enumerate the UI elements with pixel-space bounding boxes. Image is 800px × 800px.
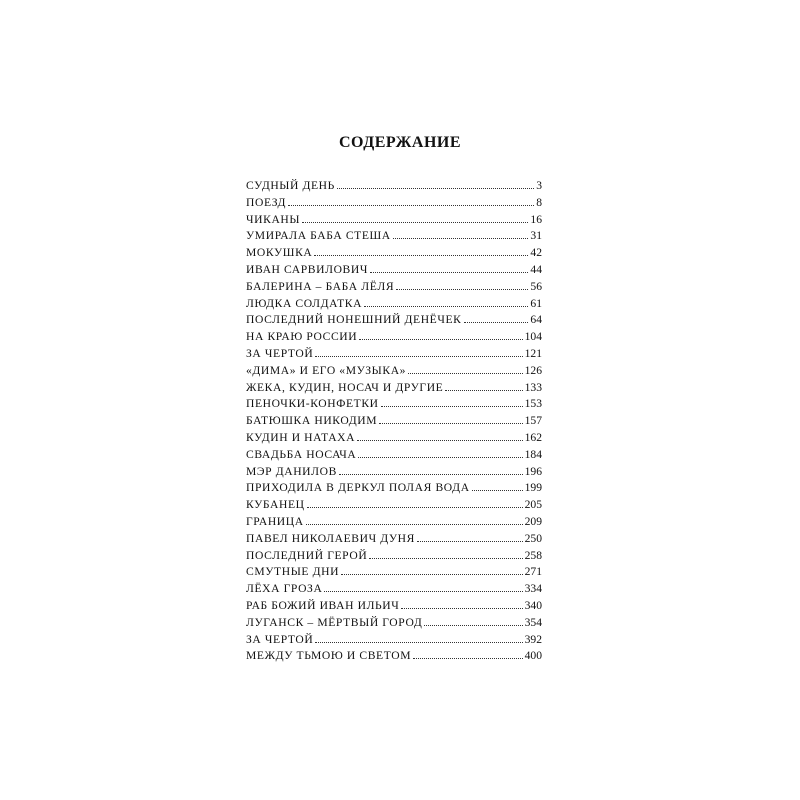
dot-leader bbox=[339, 474, 523, 475]
toc-entry bbox=[246, 195, 542, 212]
table-of-contents bbox=[246, 178, 542, 665]
toc-entry-title: БАТЮШКА НИКОДИМ bbox=[246, 414, 378, 428]
toc-entry-page-number: 56 bbox=[530, 279, 542, 293]
dot-leader bbox=[369, 558, 522, 559]
page-title: СОДЕРЖАНИЕ bbox=[338, 134, 462, 151]
toc-entry-title: МЭР ДАНИЛОВ bbox=[246, 464, 337, 478]
dot-leader bbox=[315, 356, 522, 357]
toc-entry bbox=[246, 212, 542, 229]
dot-leader bbox=[314, 255, 528, 256]
dot-leader bbox=[445, 390, 522, 391]
toc-entry-title: «ДИМА» И ЕГО «МУЗЫКА» bbox=[246, 363, 407, 377]
dot-leader bbox=[306, 524, 523, 525]
toc-entry bbox=[246, 430, 542, 447]
dot-leader bbox=[337, 188, 534, 189]
dot-leader bbox=[359, 339, 522, 340]
dot-leader bbox=[413, 658, 522, 659]
toc-entry bbox=[246, 581, 542, 598]
toc-entry-title: КУДИН И НАТАХА bbox=[246, 430, 356, 444]
toc-entry-page-number: 31 bbox=[530, 229, 542, 243]
toc-entry-page-number: 133 bbox=[524, 380, 542, 394]
toc-entry-title: КУБАНЕЦ bbox=[246, 498, 305, 512]
dot-leader bbox=[364, 306, 528, 307]
dot-leader bbox=[370, 272, 528, 273]
dot-leader bbox=[315, 642, 522, 643]
toc-entry-title: БАЛЕРИНА – БАБА ЛЁЛЯ bbox=[246, 279, 395, 293]
toc-entry-title: СУДНЫЙ ДЕНЬ bbox=[246, 179, 335, 192]
toc-entry-page-number: 250 bbox=[524, 531, 542, 545]
dot-leader bbox=[408, 373, 523, 374]
toc-entry-title: ГРАНИЦА bbox=[246, 514, 304, 528]
toc-entry-title: ИВАН САРВИЛОВИЧ bbox=[246, 262, 368, 276]
toc-entry bbox=[246, 531, 542, 548]
toc-entry-page-number: 205 bbox=[524, 498, 542, 512]
dot-leader bbox=[381, 406, 523, 407]
toc-entry-page-number: 258 bbox=[524, 548, 542, 562]
toc-entry-page-number: 271 bbox=[524, 565, 542, 579]
dot-leader bbox=[357, 440, 523, 441]
toc-entry-title: СВАДЬБА НОСАЧА bbox=[246, 447, 357, 461]
toc-entry bbox=[246, 480, 542, 497]
toc-entry-title: УМИРАЛА БАБА СТЕША bbox=[246, 229, 391, 243]
toc-entry bbox=[246, 329, 542, 346]
toc-entry bbox=[246, 447, 542, 464]
dot-leader bbox=[379, 423, 522, 424]
toc-entry-title: НА КРАЮ РОССИИ bbox=[246, 330, 358, 344]
toc-entry-page-number: 354 bbox=[524, 615, 542, 629]
dot-leader bbox=[307, 507, 523, 508]
toc-entry bbox=[246, 464, 542, 481]
toc-entry-page-number: 8 bbox=[536, 195, 542, 209]
toc-entry-page-number: 3 bbox=[536, 179, 542, 192]
toc-entry bbox=[246, 413, 542, 430]
toc-entry-page-number: 196 bbox=[524, 464, 542, 478]
toc-entry-title: ЖЕКА, КУДИН, НОСАЧ И ДРУГИЕ bbox=[246, 380, 444, 394]
toc-entry bbox=[246, 598, 542, 615]
toc-entry bbox=[246, 615, 542, 632]
toc-entry-page-number: 126 bbox=[524, 363, 542, 377]
toc-entry-page-number: 64 bbox=[530, 313, 542, 327]
toc-entry-page-number: 157 bbox=[524, 414, 542, 428]
toc-entry-title: ЗА ЧЕРТОЙ bbox=[246, 632, 314, 646]
toc-entry-page-number: 400 bbox=[524, 649, 542, 663]
toc-entry-page-number: 392 bbox=[524, 632, 542, 646]
toc-entry-title: СМУТНЫЕ ДНИ bbox=[246, 565, 340, 579]
toc-entry-page-number: 42 bbox=[530, 246, 542, 260]
toc-entry bbox=[246, 312, 542, 329]
toc-entry bbox=[246, 514, 542, 531]
toc-entry-title: ПОЕЗД bbox=[246, 195, 286, 209]
dot-leader bbox=[393, 238, 529, 239]
dot-leader bbox=[472, 490, 523, 491]
toc-entry bbox=[246, 396, 542, 413]
toc-entry-title: МЕЖДУ ТЬМОЮ И СВЕТОМ bbox=[246, 649, 412, 663]
toc-entry-page-number: 340 bbox=[524, 598, 542, 612]
toc-entry-title: ПОСЛЕДНИЙ НОНЕШНИЙ ДЕНЁЧЕК bbox=[246, 313, 462, 327]
dot-leader bbox=[341, 574, 523, 575]
toc-entry bbox=[246, 279, 542, 296]
toc-entry-page-number: 199 bbox=[524, 481, 542, 495]
toc-entry-page-number: 209 bbox=[524, 514, 542, 528]
toc-entry-title: ЛЮДКА СОЛДАТКА bbox=[246, 296, 363, 310]
dot-leader bbox=[288, 205, 534, 206]
toc-entry-page-number: 184 bbox=[524, 447, 542, 461]
toc-entry-title: ЗА ЧЕРТОЙ bbox=[246, 346, 314, 360]
toc-entry bbox=[246, 363, 542, 380]
toc-entry-page-number: 61 bbox=[530, 296, 542, 310]
toc-entry-title: ПАВЕЛ НИКОЛАЕВИЧ ДУНЯ bbox=[246, 531, 415, 545]
toc-entry bbox=[246, 245, 542, 262]
toc-entry-page-number: 104 bbox=[524, 330, 542, 344]
toc-entry-page-number: 162 bbox=[524, 430, 542, 444]
toc-entry bbox=[246, 648, 542, 665]
dot-leader bbox=[396, 289, 528, 290]
toc-entry-page-number: 16 bbox=[530, 212, 542, 226]
toc-entry bbox=[246, 262, 542, 279]
dot-leader bbox=[464, 322, 529, 323]
toc-entry-page-number: 121 bbox=[524, 346, 542, 360]
toc-entry-title: ПЕНОЧКИ-КОНФЕТКИ bbox=[246, 397, 379, 411]
toc-entry-page-number: 153 bbox=[524, 397, 542, 411]
toc-entry bbox=[246, 548, 542, 565]
toc-entry bbox=[246, 346, 542, 363]
dot-leader bbox=[358, 457, 522, 458]
dot-leader bbox=[417, 541, 523, 542]
toc-entry-page-number: 334 bbox=[524, 582, 542, 596]
toc-entry-title: ЧИКАНЫ bbox=[246, 212, 301, 226]
toc-entry-title: ПОСЛЕДНИЙ ГЕРОЙ bbox=[246, 548, 368, 562]
dot-leader bbox=[401, 608, 522, 609]
toc-entry bbox=[246, 178, 542, 195]
toc-entry-title: РАБ БОЖИЙ ИВАН ИЛЬИЧ bbox=[246, 598, 400, 612]
toc-entry-title: ЛУГАНСК – МЁРТВЫЙ ГОРОД bbox=[246, 615, 423, 629]
toc-entry-title: ПРИХОДИЛА В ДЕРКУЛ ПОЛАЯ ВОДА bbox=[246, 481, 470, 495]
toc-entry bbox=[246, 497, 542, 514]
toc-entry bbox=[246, 632, 542, 649]
dot-leader bbox=[324, 591, 522, 592]
toc-entry-page-number: 44 bbox=[530, 262, 542, 276]
toc-entry bbox=[246, 380, 542, 397]
toc-entry-title: ЛЁХА ГРОЗА bbox=[246, 582, 323, 596]
dot-leader bbox=[424, 625, 522, 626]
toc-entry bbox=[246, 228, 542, 245]
dot-leader bbox=[302, 222, 528, 223]
toc-entry bbox=[246, 296, 542, 313]
toc-entry bbox=[246, 564, 542, 581]
toc-entry-title: МОКУШКА bbox=[246, 246, 313, 260]
